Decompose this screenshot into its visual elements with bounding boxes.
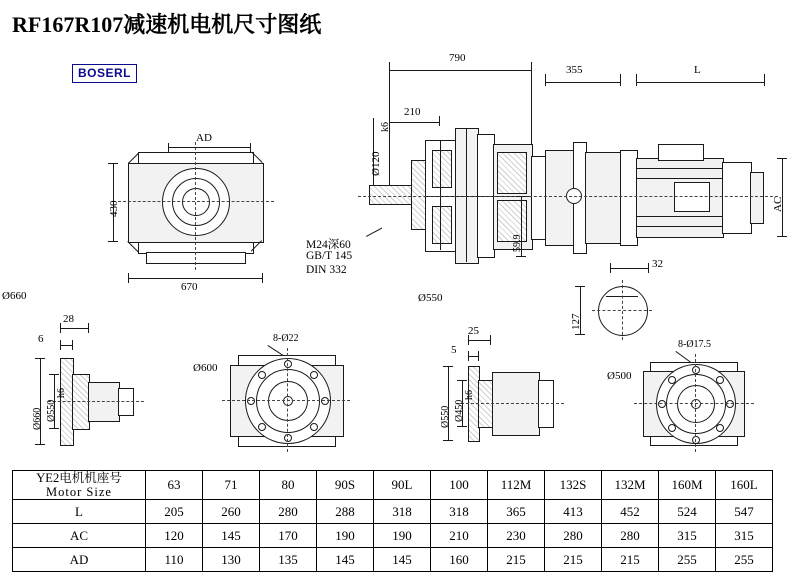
cell-L-6: 365 — [488, 500, 545, 524]
cell-AC-8: 280 — [602, 524, 659, 548]
dim-790: 790 — [449, 52, 466, 64]
cell-L-7: 413 — [545, 500, 602, 524]
note-din-332: DIN 332 — [306, 264, 347, 276]
table-col-4: 90L — [374, 471, 431, 500]
row-label-AC: AC — [13, 524, 146, 548]
cell-L-0: 205 — [146, 500, 203, 524]
dim-550-assembly: Ø550 — [418, 292, 443, 304]
table-col-10: 160L — [716, 471, 773, 500]
table-col-8: 132M — [602, 471, 659, 500]
cell-AC-0: 120 — [146, 524, 203, 548]
dim-120-tol: k6 — [380, 122, 391, 132]
cell-L-5: 318 — [431, 500, 488, 524]
table-col-7: 132S — [545, 471, 602, 500]
cell-L-2: 280 — [260, 500, 317, 524]
dim-120: Ø120 — [370, 151, 382, 176]
label-8-17-5-holes: 8-Ø17.5 — [678, 339, 712, 350]
motor-size-label-en: Motor Size — [46, 485, 112, 499]
table-row — [13, 524, 773, 548]
dim-450-tolerance: h6 — [464, 390, 475, 400]
cell-L-9: 524 — [659, 500, 716, 524]
dim-430: 430 — [108, 200, 120, 217]
cell-AC-3: 190 — [317, 524, 374, 548]
cell-L-10: 547 — [716, 500, 773, 524]
dim-5: 5 — [451, 344, 457, 356]
dim-355: 355 — [566, 64, 583, 76]
dim-550-vertical: Ø550 — [46, 399, 57, 422]
dim-L-top: L — [694, 64, 701, 76]
row-label-L: L — [13, 500, 146, 524]
row-label-AD: AD — [13, 548, 146, 572]
cell-AC-4: 190 — [374, 524, 431, 548]
dim-28: 28 — [63, 313, 74, 325]
dim-32: 32 — [652, 258, 663, 270]
cell-AC-2: 170 — [260, 524, 317, 548]
label-660-left: Ø660 — [2, 290, 27, 302]
motor-size-table — [12, 470, 773, 572]
dim-670: 670 — [181, 281, 198, 293]
cell-AC-5: 210 — [431, 524, 488, 548]
cell-AD-1: 130 — [203, 548, 260, 572]
cell-L-3: 288 — [317, 500, 374, 524]
cell-AC-6: 230 — [488, 524, 545, 548]
label-600: Ø600 — [193, 362, 218, 374]
dim-59-9: 59.9 — [512, 234, 523, 252]
table-header-row — [13, 471, 773, 500]
table-col-0: 63 — [146, 471, 203, 500]
cell-AC-1: 145 — [203, 524, 260, 548]
dim-210: 210 — [404, 106, 421, 118]
label-8-22-holes: 8-Ø22 — [273, 333, 299, 344]
dim-ac: AC — [772, 196, 784, 212]
dim-127: 127 — [570, 313, 582, 330]
page-title: RF167R107减速机电机尺寸图纸 — [12, 12, 322, 37]
dim-550-vertical-2: Ø550 — [440, 405, 451, 428]
cell-L-8: 452 — [602, 500, 659, 524]
brand-logo: BOSERL — [72, 64, 137, 83]
cell-AD-7: 215 — [545, 548, 602, 572]
note-thread-m24: M24深60 — [306, 239, 351, 251]
table-row-header-label — [13, 471, 146, 500]
cell-L-4: 318 — [374, 500, 431, 524]
cell-AD-0: 110 — [146, 548, 203, 572]
dim-6: 6 — [38, 333, 44, 345]
dim-450-vertical: Ø450 — [454, 399, 465, 422]
cell-AD-6: 215 — [488, 548, 545, 572]
cell-AD-5: 160 — [431, 548, 488, 572]
dim-25: 25 — [468, 325, 479, 337]
label-500: Ø500 — [607, 370, 632, 382]
cell-AD-10: 255 — [716, 548, 773, 572]
cell-AD-2: 135 — [260, 548, 317, 572]
table-row — [13, 548, 773, 572]
table-col-2: 80 — [260, 471, 317, 500]
dim-ad: AD — [196, 132, 212, 144]
table-col-6: 112M — [488, 471, 545, 500]
cell-AC-9: 315 — [659, 524, 716, 548]
cell-AD-9: 255 — [659, 548, 716, 572]
dim-550-tolerance: h6 — [56, 388, 67, 398]
table-row — [13, 500, 773, 524]
note-gb-t-145: GB/T 145 — [306, 250, 353, 262]
dim-660-vertical: Ø660 — [32, 407, 43, 430]
table-col-5: 100 — [431, 471, 488, 500]
cell-AD-3: 145 — [317, 548, 374, 572]
table-col-3: 90S — [317, 471, 374, 500]
cell-AD-8: 215 — [602, 548, 659, 572]
table-col-9: 160M — [659, 471, 716, 500]
table-col-1: 71 — [203, 471, 260, 500]
cell-AC-7: 280 — [545, 524, 602, 548]
cell-AD-4: 145 — [374, 548, 431, 572]
motor-size-label-cn: YE2电机机座号 — [36, 471, 122, 485]
cell-AC-10: 315 — [716, 524, 773, 548]
cell-L-1: 260 — [203, 500, 260, 524]
